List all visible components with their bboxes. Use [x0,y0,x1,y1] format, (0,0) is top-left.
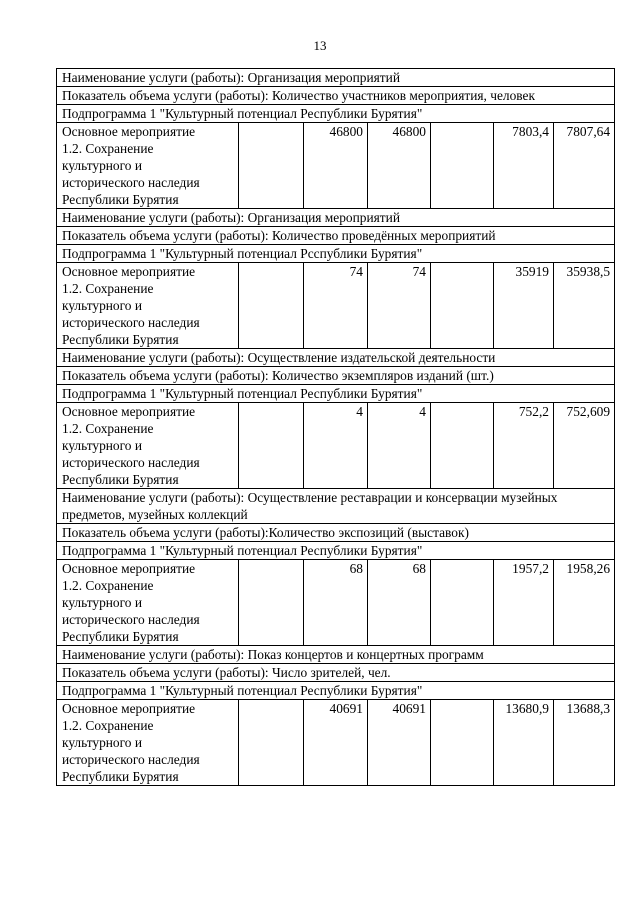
cell-col7: 7807,64 [554,123,615,209]
subprogram-row [57,542,615,560]
cell-col7: 35938,5 [554,263,615,349]
cell-col3: 46800 [304,123,368,209]
cell-col2 [239,560,304,646]
subprogram-row [57,105,615,123]
subprogram-row [57,385,615,403]
indicator-name: Показатель объема услуги (работы): Количество участников мероприятия, человек [57,87,615,105]
cell-col5 [431,403,494,489]
cell-col7: 13688,3 [554,700,615,786]
indicator-row [57,524,615,542]
subprogram-name: Подпрограмма 1 "Культурный потенциал Республики Бурятия" [57,105,615,123]
indicator-row [57,664,615,682]
service-row [57,646,615,664]
data-row [57,123,615,209]
subprogram-name: Подпрограмма 1 "Культурный потенциал Рсспублики Бурятия" [57,245,615,263]
indicator-name: Показатель объема услуги (работы): Число зрителей, чел. [57,664,615,682]
cell-col6: 1957,2 [494,560,554,646]
page-number: 13 [313,38,327,53]
cell-col6: 13680,9 [494,700,554,786]
indicator-name: Показатель объема услуги (работы):Количество экспозиций (выставок) [57,524,615,542]
event-name: Основное мероприятие 1.2. Сохранение культурного и исторического наследия Республики Бурятия [57,700,239,786]
indicator-row [57,87,615,105]
cell-col3: 74 [304,263,368,349]
cell-col2 [239,123,304,209]
cell-col5 [431,263,494,349]
event-name: Основное мероприятие 1.2. Сохранение культурного и исторического наследия Республики Бурятия [57,560,239,646]
data-row [57,560,615,646]
service-row [57,489,615,524]
data-row [57,700,615,786]
event-name: Основное мероприятие 1.2. Сохранение культурного и исторического наследия Республики Бурятия [57,263,239,349]
service-name: Наименование услуги (работы): Осуществление реставрации и консервации музейных предметов, музейных коллекций [57,489,615,524]
cell-col6: 7803,4 [494,123,554,209]
cell-col5 [431,560,494,646]
cell-col4: 68 [368,560,431,646]
cell-col6: 752,2 [494,403,554,489]
subprogram-row [57,245,615,263]
cell-col3: 68 [304,560,368,646]
cell-col7: 1958,26 [554,560,615,646]
cell-col5 [431,123,494,209]
service-row [57,209,615,227]
event-name: Основное мероприятие 1.2. Сохранение культурного и исторического наследия Республики Бурятия [57,123,239,209]
cell-col3: 4 [304,403,368,489]
service-name: Наименование услуги (работы): Организация мероприятий [57,69,615,87]
cell-col2 [239,700,304,786]
service-name: Наименование услуги (работы): Организация мероприятий [57,209,615,227]
cell-col6: 35919 [494,263,554,349]
indicator-name: Показатель объема услуги (работы): Количество экземпляров изданий (шт.) [57,367,615,385]
cell-col7: 752,609 [554,403,615,489]
services-table [56,68,615,786]
indicator-name: Показатель объема услуги (работы): Количество проведённых мероприятий [57,227,615,245]
subprogram-name: Подпрограмма 1 "Культурный потенциал Республики Бурятия" [57,682,615,700]
event-name: Основное мероприятие 1.2. Сохранение культурного и исторического наследия Республики Бурятия [57,403,239,489]
cell-col2 [239,263,304,349]
data-row [57,263,615,349]
cell-col5 [431,700,494,786]
cell-col4: 40691 [368,700,431,786]
subprogram-name: Подпрограмма 1 "Культурный потенциал Республики Бурятия" [57,385,615,403]
service-name: Наименование услуги (работы): Показ концертов и концертных программ [57,646,615,664]
service-row [57,349,615,367]
service-name: Наименование услуги (работы): Осуществление издательской деятельности [57,349,615,367]
indicator-row [57,227,615,245]
cell-col4: 74 [368,263,431,349]
subprogram-name: Подпрограмма 1 "Культурный потенциал Республики Бурятия" [57,542,615,560]
cell-col3: 40691 [304,700,368,786]
data-row [57,403,615,489]
cell-col4: 46800 [368,123,431,209]
indicator-row [57,367,615,385]
cell-col4: 4 [368,403,431,489]
service-row [57,69,615,87]
cell-col2 [239,403,304,489]
subprogram-row [57,682,615,700]
